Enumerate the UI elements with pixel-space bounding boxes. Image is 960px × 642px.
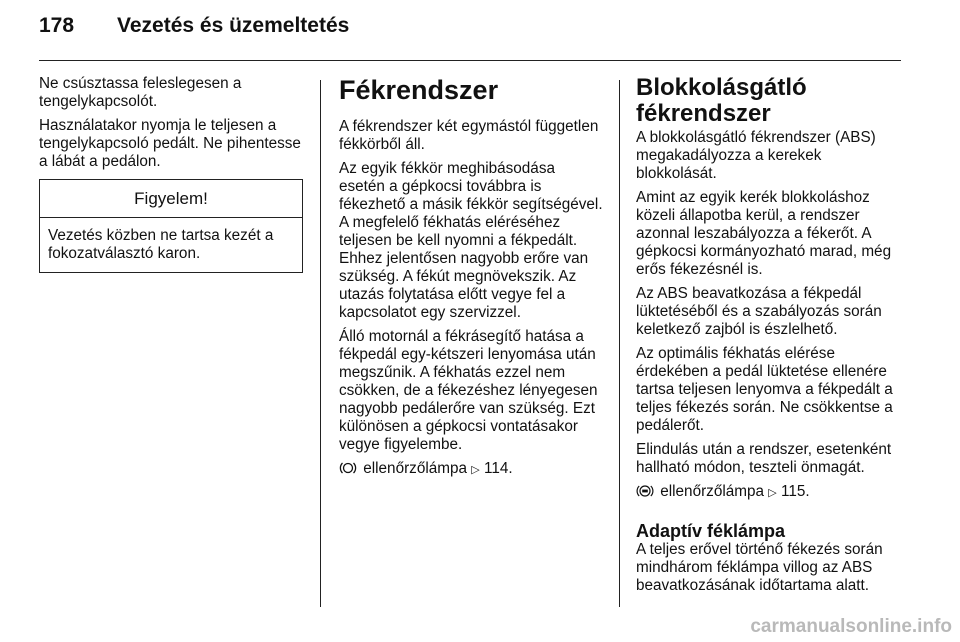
paragraph: Álló motornál a fékrásegítő hatása a fékpedál egy-kétszeri lenyomása után megszűnik. A fékhatás ezzel nem csökken, de a fékezéshez lényegesen nagyobb pedálerőre van szükség. Ezt különösen a gépkocsi vontatásakor vegye figyelembe. bbox=[339, 328, 598, 453]
paragraph: Az egyik fékkör meghibásodása esetén a gépkocsi továbbra is fékezhető a másik fékkör segítségével. A megfelelő fékhatás eléréséhez teljesen be kell nyomni a fékpedált. Ehhez jelentősen nagyobb erőre van szükség. A fékút megnövekszik. Az utazás folytatása előtt vegye fel a kapcsolatot egy szervizzel. bbox=[339, 160, 603, 321]
watermark: carmanualsonline.info bbox=[750, 616, 952, 637]
warning-box bbox=[39, 179, 303, 273]
paragraph: Használatakor nyomja le teljesen a tengelykapcsoló pedált. Ne pihentesse a lábát a pedálon. bbox=[39, 117, 301, 170]
reference-text: ellenőrzőlámpa bbox=[660, 483, 764, 500]
paragraph: Amint az egyik kerék blokkoláshoz közeli állapotba kerül, a rendszer azonnal leszabályozza a fékerőt. A gépkocsi kormányozható marad, még erős fékezésnél is. bbox=[636, 189, 892, 278]
paragraph: Ne csúsztassa feleslegesen a tengelykapcsolót. bbox=[39, 75, 242, 110]
paragraph: Elindulás után a rendszer, esetenként hallható módon, teszteli önmagát. bbox=[636, 441, 892, 476]
page-number: 178 bbox=[39, 14, 75, 37]
abs-warning-icon bbox=[636, 484, 654, 503]
section-title: Blokkolásgátló fékrendszer bbox=[636, 74, 807, 127]
reference-page[interactable]: 115. bbox=[780, 483, 810, 500]
column-divider-2 bbox=[619, 80, 620, 607]
paragraph: Az ABS beavatkozása a fékpedál lüktetéséből és a szabályozás során keletkező zajból is észlelhető. bbox=[636, 285, 882, 338]
paragraph: A blokkolásgátló fékrendszer (ABS) megakadályozza a kerekek blokkolását. bbox=[636, 129, 876, 182]
warning-text: Vezetés közben ne tartsa kezét a fokozatválasztó karon. bbox=[48, 227, 274, 262]
chapter-title: Vezetés és üzemeltetés bbox=[117, 14, 350, 37]
reference-line bbox=[636, 483, 902, 503]
paragraph: A teljes erővel történő fékezés során mindhárom féklámpa villog az ABS beavatkozásának időtartama alatt. bbox=[636, 541, 883, 594]
reference-text: ellenőrzőlámpa bbox=[363, 460, 467, 477]
reference-line bbox=[339, 460, 604, 480]
subsection-title: Adaptív féklámpa bbox=[636, 521, 786, 541]
paragraph: Az optimális fékhatás elérése érdekében a pedál lüktetése ellenére tartsa teljesen lenyomva a fékpedált a teljes fékezés során. Ne csökkentse a pedálerőt. bbox=[636, 345, 893, 434]
column-1 bbox=[39, 75, 303, 273]
section-title: Fékrendszer bbox=[339, 75, 499, 105]
page-reference-icon: ▷ bbox=[768, 487, 777, 499]
reference-page[interactable]: 114. bbox=[483, 460, 513, 477]
column-2 bbox=[339, 75, 604, 486]
page-reference-icon: ▷ bbox=[471, 464, 480, 476]
header-rule bbox=[39, 60, 901, 61]
warning-title: Figyelem! bbox=[40, 180, 302, 218]
paragraph: A fékrendszer két egymástól független fékkörből áll. bbox=[339, 118, 599, 153]
column-3 bbox=[636, 75, 902, 601]
column-divider-1 bbox=[320, 80, 321, 607]
brake-warning-icon bbox=[339, 461, 357, 480]
page-header bbox=[39, 14, 349, 38]
